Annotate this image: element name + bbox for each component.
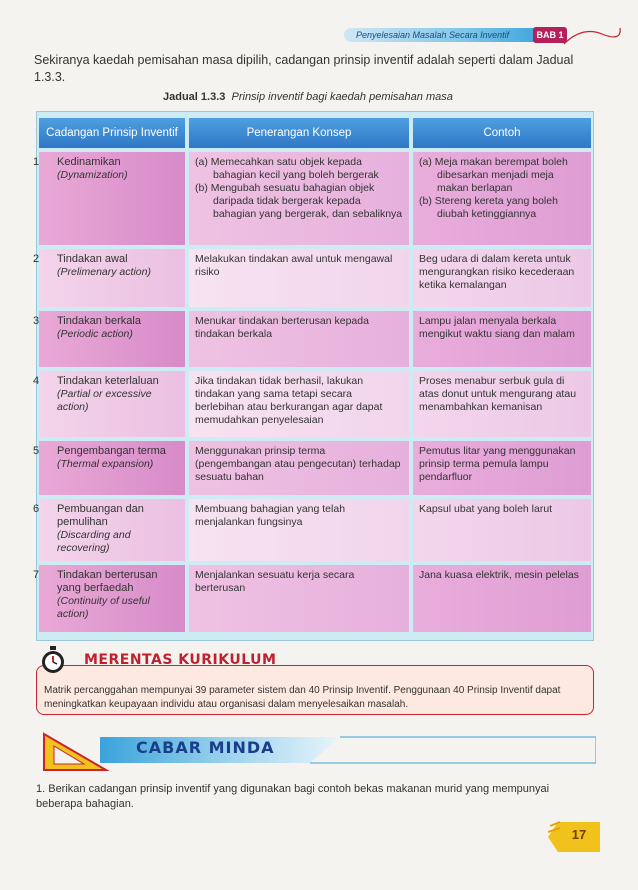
principle-cell — [33, 565, 185, 632]
merentas-kurikulum-text: Matrik percanggahan mempunyai 39 parameter sistem dan 40 Prinsip Inventif. Penggunaan 40 Prinsip Inventif dapat meningkatkan keupayaan individu atau organisasi dalam menyelesaikan masalah. — [44, 685, 561, 710]
cabar-minda-title: CABAR MINDA — [136, 738, 275, 757]
cabar-minda-question: 1. Berikan cadangan prinsip inventif yang digunakan bagi contoh bekas makanan murid yang mempunyai beberapa bahagian. — [36, 783, 550, 810]
example-text: Kapsul ubat yang boleh larut — [419, 503, 553, 515]
principle-english-name: (Thermal expansion) — [57, 458, 154, 470]
row-number: 3 — [33, 315, 40, 327]
table-header-row — [37, 112, 593, 150]
principle-cell — [33, 499, 185, 561]
example-text: Proses menabur serbuk gula di atas donut untuk mengurang atau menambahkan kemanisan — [419, 375, 577, 413]
concept-cell — [189, 311, 409, 367]
example-text: Pemutus litar yang menggunakan prinsip terma pemula lampu pendarfluor — [419, 445, 576, 483]
table-caption-label: Jadual 1.3.3 — [163, 91, 226, 103]
concept-text: Jika tindakan tidak berhasil, lakukan tindakan yang sama tetapi secara berlebihan atau berkurangan agar dapat memudahkan penyelesaian — [195, 375, 383, 426]
principle-name: Pengembangan terma — [57, 445, 166, 457]
chapter-badge: BAB 1 — [533, 27, 567, 43]
row-number: 4 — [33, 375, 40, 387]
intro-paragraph: Sekiranya kaedah pemisahan masa dipilih, cadangan prinsip inventif adalah seperti dalam Jadual 1.3.3. — [34, 53, 574, 84]
principle-english-name: (Dynamization) — [57, 169, 128, 181]
concept-text: Menukar tindakan berterusan kepada tindakan berkala — [195, 315, 369, 340]
example-text: (a) Meja makan berempat boleh dibesarkan menjadi meja makan berlapan — [419, 156, 568, 194]
concept-cell — [189, 441, 409, 495]
concept-text: Membuang bahagian yang telah menjalankan fungsinya — [195, 503, 346, 528]
example-text: Lampu jalan menyala berkala mengikut waktu siang dan malam — [419, 315, 575, 340]
concept-text: Menggunakan prinsip terma (pengembangan atau pengecutan) terhadap sesuatu bahan — [195, 445, 401, 483]
example-cell — [413, 565, 591, 632]
cabar-minda-banner — [40, 733, 596, 767]
principle-english-name: (Partial or excessive action) — [57, 388, 152, 413]
table-row — [33, 152, 593, 245]
example-text: Beg udara di dalam kereta untuk mengurangkan risiko kecederaan ketika kemalangan — [419, 253, 575, 291]
column-header-concept: Penerangan Konsep — [189, 118, 409, 148]
principle-english-name: (Prelimenary action) — [57, 266, 151, 278]
table-row — [33, 499, 593, 561]
example-cell — [413, 371, 591, 437]
page-number: 17 — [571, 827, 587, 842]
principle-name: Kedinamikan — [57, 156, 121, 168]
principle-cell — [33, 152, 185, 245]
row-number: 6 — [33, 503, 40, 515]
example-cell — [413, 152, 591, 245]
principle-english-name: (Discarding and recovering) — [57, 529, 131, 554]
principle-cell — [33, 441, 185, 495]
header-curve-decoration — [562, 24, 622, 54]
principle-cell — [33, 371, 185, 437]
principle-name: Tindakan berkala — [57, 315, 141, 327]
concept-text: (b) Mengubah sesuatu bahagian objek daripada tidak bergerak kepada bahagian yang bergerak, dan sebaliknya — [195, 182, 403, 220]
principle-english-name: (Continuity of useful action) — [57, 595, 150, 620]
concept-cell — [189, 249, 409, 307]
principle-name: Pembuangan dan pemulihan — [57, 503, 144, 528]
example-cell — [413, 441, 591, 495]
set-square-icon — [40, 730, 110, 774]
example-text: Jana kuasa elektrik, mesin pelelas — [419, 569, 579, 581]
concept-cell — [189, 152, 409, 245]
concept-text: (a) Memecahkan satu objek kepada bahagian kecil yang boleh bergerak — [195, 156, 379, 181]
concept-text: Melakukan tindakan awal untuk mengawal risiko — [195, 253, 393, 278]
concept-cell — [189, 565, 409, 632]
merentas-kurikulum-title: MERENTAS KURIKULUM — [84, 652, 277, 668]
concept-cell — [189, 371, 409, 437]
example-cell — [413, 311, 591, 367]
example-cell — [413, 499, 591, 561]
table-row — [33, 311, 593, 367]
table-caption-title: Prinsip inventif bagi kaedah pemisahan masa — [231, 91, 453, 103]
table-caption — [163, 91, 453, 103]
principle-english-name: (Periodic action) — [57, 328, 133, 340]
column-header-principle: Cadangan Prinsip Inventif — [39, 118, 185, 148]
row-number: 5 — [33, 445, 40, 457]
table-row — [33, 441, 593, 495]
row-number: 2 — [33, 253, 40, 265]
principle-name: Tindakan awal — [57, 253, 128, 265]
example-text: (b) Stereng kereta yang boleh diubah ketinggiannya — [419, 195, 558, 220]
concept-cell — [189, 499, 409, 561]
table-row — [33, 565, 593, 632]
running-title: Penyelesaian Masalah Secara Inventif — [344, 28, 544, 42]
stopwatch-icon — [40, 646, 66, 674]
table-row — [33, 371, 593, 437]
table-row — [33, 249, 593, 307]
row-number: 7 — [33, 569, 40, 581]
column-header-example: Contoh — [413, 118, 591, 148]
concept-text: Menjalankan sesuatu kerja secara berterusan — [195, 569, 355, 594]
principle-name: Tindakan keterlaluan — [57, 375, 159, 387]
row-number: 1 — [33, 156, 40, 168]
principle-name: Tindakan berterusan yang berfaedah — [57, 569, 158, 594]
principle-table — [33, 111, 594, 641]
principle-cell — [33, 311, 185, 367]
example-cell — [413, 249, 591, 307]
principle-cell — [33, 249, 185, 307]
